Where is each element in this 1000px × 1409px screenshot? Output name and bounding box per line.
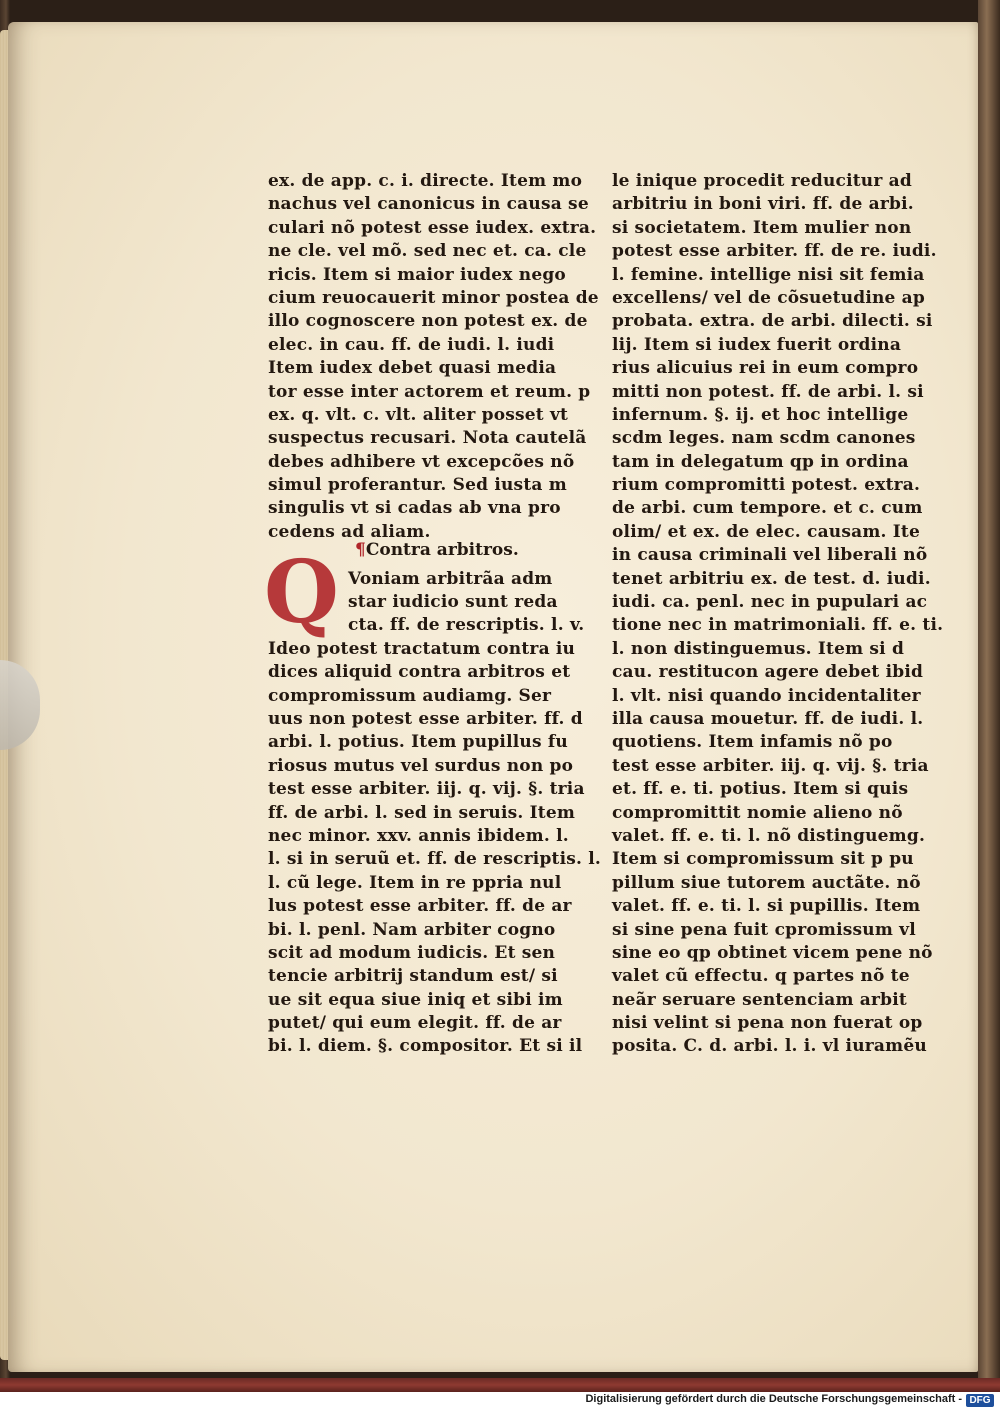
text-line: uus non potest esse arbiter. ff. d xyxy=(268,708,583,729)
decorated-initial xyxy=(260,548,340,638)
paragraph-mark-icon: ¶ xyxy=(355,540,366,560)
heading-text: Contra arbitros. xyxy=(365,540,519,560)
text-line: quotiens. Item infamis nõ po xyxy=(612,732,893,753)
book-cover-right xyxy=(978,0,1000,1392)
text-line: suspectus recusari. Nota cautelã xyxy=(268,428,587,449)
text-line: l. cũ lege. Item in re ppria nul xyxy=(268,872,562,893)
text-line: ff. de arbi. l. sed in seruis. Item xyxy=(268,802,576,823)
text-line: infernum. §. ij. et hoc intellige xyxy=(612,404,909,425)
left-column-after-initial xyxy=(268,568,602,1059)
text-line: nisi velint si pena non fuerat op xyxy=(612,1013,923,1034)
left-column-top-block xyxy=(268,170,599,544)
funding-notice: Digitalisierung gefördert durch die Deutsche Forschungsgemeinschaft - xyxy=(585,1393,962,1405)
text-line: illo cognoscere non potest ex. de xyxy=(268,311,588,332)
text-line: test esse arbiter. iij. q. vij. §. tria xyxy=(268,779,585,800)
text-line: valet. ff. e. ti. l. si pupillis. Item xyxy=(612,896,921,917)
text-line: Item si compromissum sit p pu xyxy=(612,849,914,870)
text-line: de arbi. cum tempore. et c. cum xyxy=(612,498,923,519)
text-line: compromissum audiamg. Ser xyxy=(268,685,552,706)
text-line: potest esse arbiter. ff. de re. iudi. xyxy=(612,241,937,262)
text-line: riosus mutus vel surdus non po xyxy=(268,755,574,776)
text-line: cau. restitucon agere debet ibid xyxy=(612,662,924,683)
text-line: rium compromitti potest. extra. xyxy=(612,475,921,496)
text-line: probata. extra. de arbi. dilecti. si xyxy=(612,311,933,332)
text-line: lij. Item si iudex fuerit ordina xyxy=(612,334,902,355)
text-line: putet/ qui eum elegit. ff. de ar xyxy=(268,1013,562,1034)
text-line: olim/ et ex. de elec. causam. Ite xyxy=(612,521,921,542)
text-line: test esse arbiter. iij. q. vij. §. tria xyxy=(612,755,929,776)
text-line: ex. de app. c. i. directe. Item mo xyxy=(268,171,583,191)
text-line: cta. ff. de rescriptis. l. v. xyxy=(348,615,585,636)
text-line: scdm leges. nam scdm canones xyxy=(612,428,916,449)
text-line: debes adhibere vt excepcões nõ xyxy=(268,451,575,472)
text-line: Item iudex debet quasi media xyxy=(268,358,557,379)
text-line: pillum siue tutorem auctãte. nõ xyxy=(612,872,921,893)
text-line: valet cũ effectu. q partes nõ te xyxy=(612,966,910,987)
text-line: valet. ff. e. ti. l. nõ distinguemg. xyxy=(612,825,926,846)
text-line: iudi. ca. penl. nec in pupulari ac xyxy=(612,592,928,613)
text-line: sine eo qp obtinet vicem pene nõ xyxy=(612,942,933,963)
text-line: lus potest esse arbiter. ff. de ar xyxy=(268,896,572,917)
text-line: Voniam arbitrãa adm xyxy=(348,568,553,589)
text-line: nachus vel canonicus in causa se xyxy=(268,194,589,215)
text-line: excellens/ vel de cõsuetudine ap xyxy=(612,287,925,308)
text-line: rius alicuius rei in eum compro xyxy=(612,358,919,379)
text-line: culari nõ potest esse iudex. extra. xyxy=(268,217,597,238)
text-line: tencie arbitrij standum est/ si xyxy=(268,966,558,987)
text-line: arbi. l. potius. Item pupillus fu xyxy=(268,732,568,753)
right-column-lines xyxy=(612,170,944,1059)
text-line: Ideo potest tractatum contra iu xyxy=(268,638,576,659)
text-line: posita. C. d. arbi. l. i. vl iuramẽu xyxy=(612,1036,927,1057)
text-line: simul proferantur. Sed iusta m xyxy=(268,475,567,496)
text-line: si societatem. Item mulier non xyxy=(612,217,912,238)
text-line: l. femine. intellige nisi sit femia xyxy=(612,264,925,285)
text-line: tor esse inter actorem et reum. p xyxy=(268,381,591,402)
text-line: et. ff. e. ti. potius. Item si quis xyxy=(612,779,909,800)
text-line: ricis. Item si maior iudex nego xyxy=(268,264,566,285)
text-line: scit ad modum iudicis. Et sen xyxy=(268,942,556,963)
text-line: tione nec in matrimoniali. ff. e. ti. xyxy=(612,615,944,636)
text-line: cium reuocauerit minor postea de xyxy=(268,287,599,308)
text-line: compromittit nomie alieno nõ xyxy=(612,802,903,823)
text-line: l. vlt. nisi quando incidentaliter xyxy=(612,685,921,706)
text-line: singulis vt si cadas ab vna pro xyxy=(268,498,561,519)
text-line: arbitriu in boni viri. ff. de arbi. xyxy=(612,194,914,215)
initial-letter: Q xyxy=(264,548,339,638)
text-line: elec. in cau. ff. de iudi. l. iudi xyxy=(268,334,555,355)
dfg-logo: DFG xyxy=(966,1394,994,1407)
section-heading xyxy=(355,540,519,560)
text-line: tenet arbitriu ex. de test. d. iudi. xyxy=(612,568,931,589)
footer-bar xyxy=(0,1392,1000,1409)
text-line: si sine pena fuit cpromissum vl xyxy=(612,919,916,940)
text-line: le inique procedit reducitur ad xyxy=(612,171,912,191)
text-line: tam in delegatum qp in ordina xyxy=(612,451,909,472)
text-line: bi. l. penl. Nam arbiter cogno xyxy=(268,919,556,940)
text-line: ne cle. vel mõ. sed nec et. ca. cle xyxy=(268,241,587,262)
text-line: l. non distinguemus. Item si d xyxy=(612,638,905,659)
text-line: ue sit equa siue iniq et sibi im xyxy=(268,989,563,1010)
text-line: illa causa mouetur. ff. de iudi. l. xyxy=(612,708,924,729)
text-line: star iudicio sunt reda xyxy=(348,592,558,613)
text-line: nec minor. xxv. annis ibidem. l. xyxy=(268,825,569,846)
text-line: dices aliquid contra arbitros et xyxy=(268,662,571,683)
right-text-column xyxy=(612,170,944,1059)
book-cover-bottom xyxy=(0,1378,1000,1392)
text-line: cedens ad aliam. xyxy=(268,521,431,542)
text-line: neãr seruare sentenciam arbit xyxy=(612,989,907,1010)
text-line: mitti non potest. ff. de arbi. l. si xyxy=(612,381,924,402)
text-line: l. si in seruũ et. ff. de rescriptis. l. xyxy=(268,849,602,870)
text-line: bi. l. diem. §. compositor. Et si il xyxy=(268,1036,583,1057)
text-line: ex. q. vlt. c. vlt. aliter posset vt xyxy=(268,404,569,425)
text-line: in causa criminali vel liberali nõ xyxy=(612,545,928,566)
